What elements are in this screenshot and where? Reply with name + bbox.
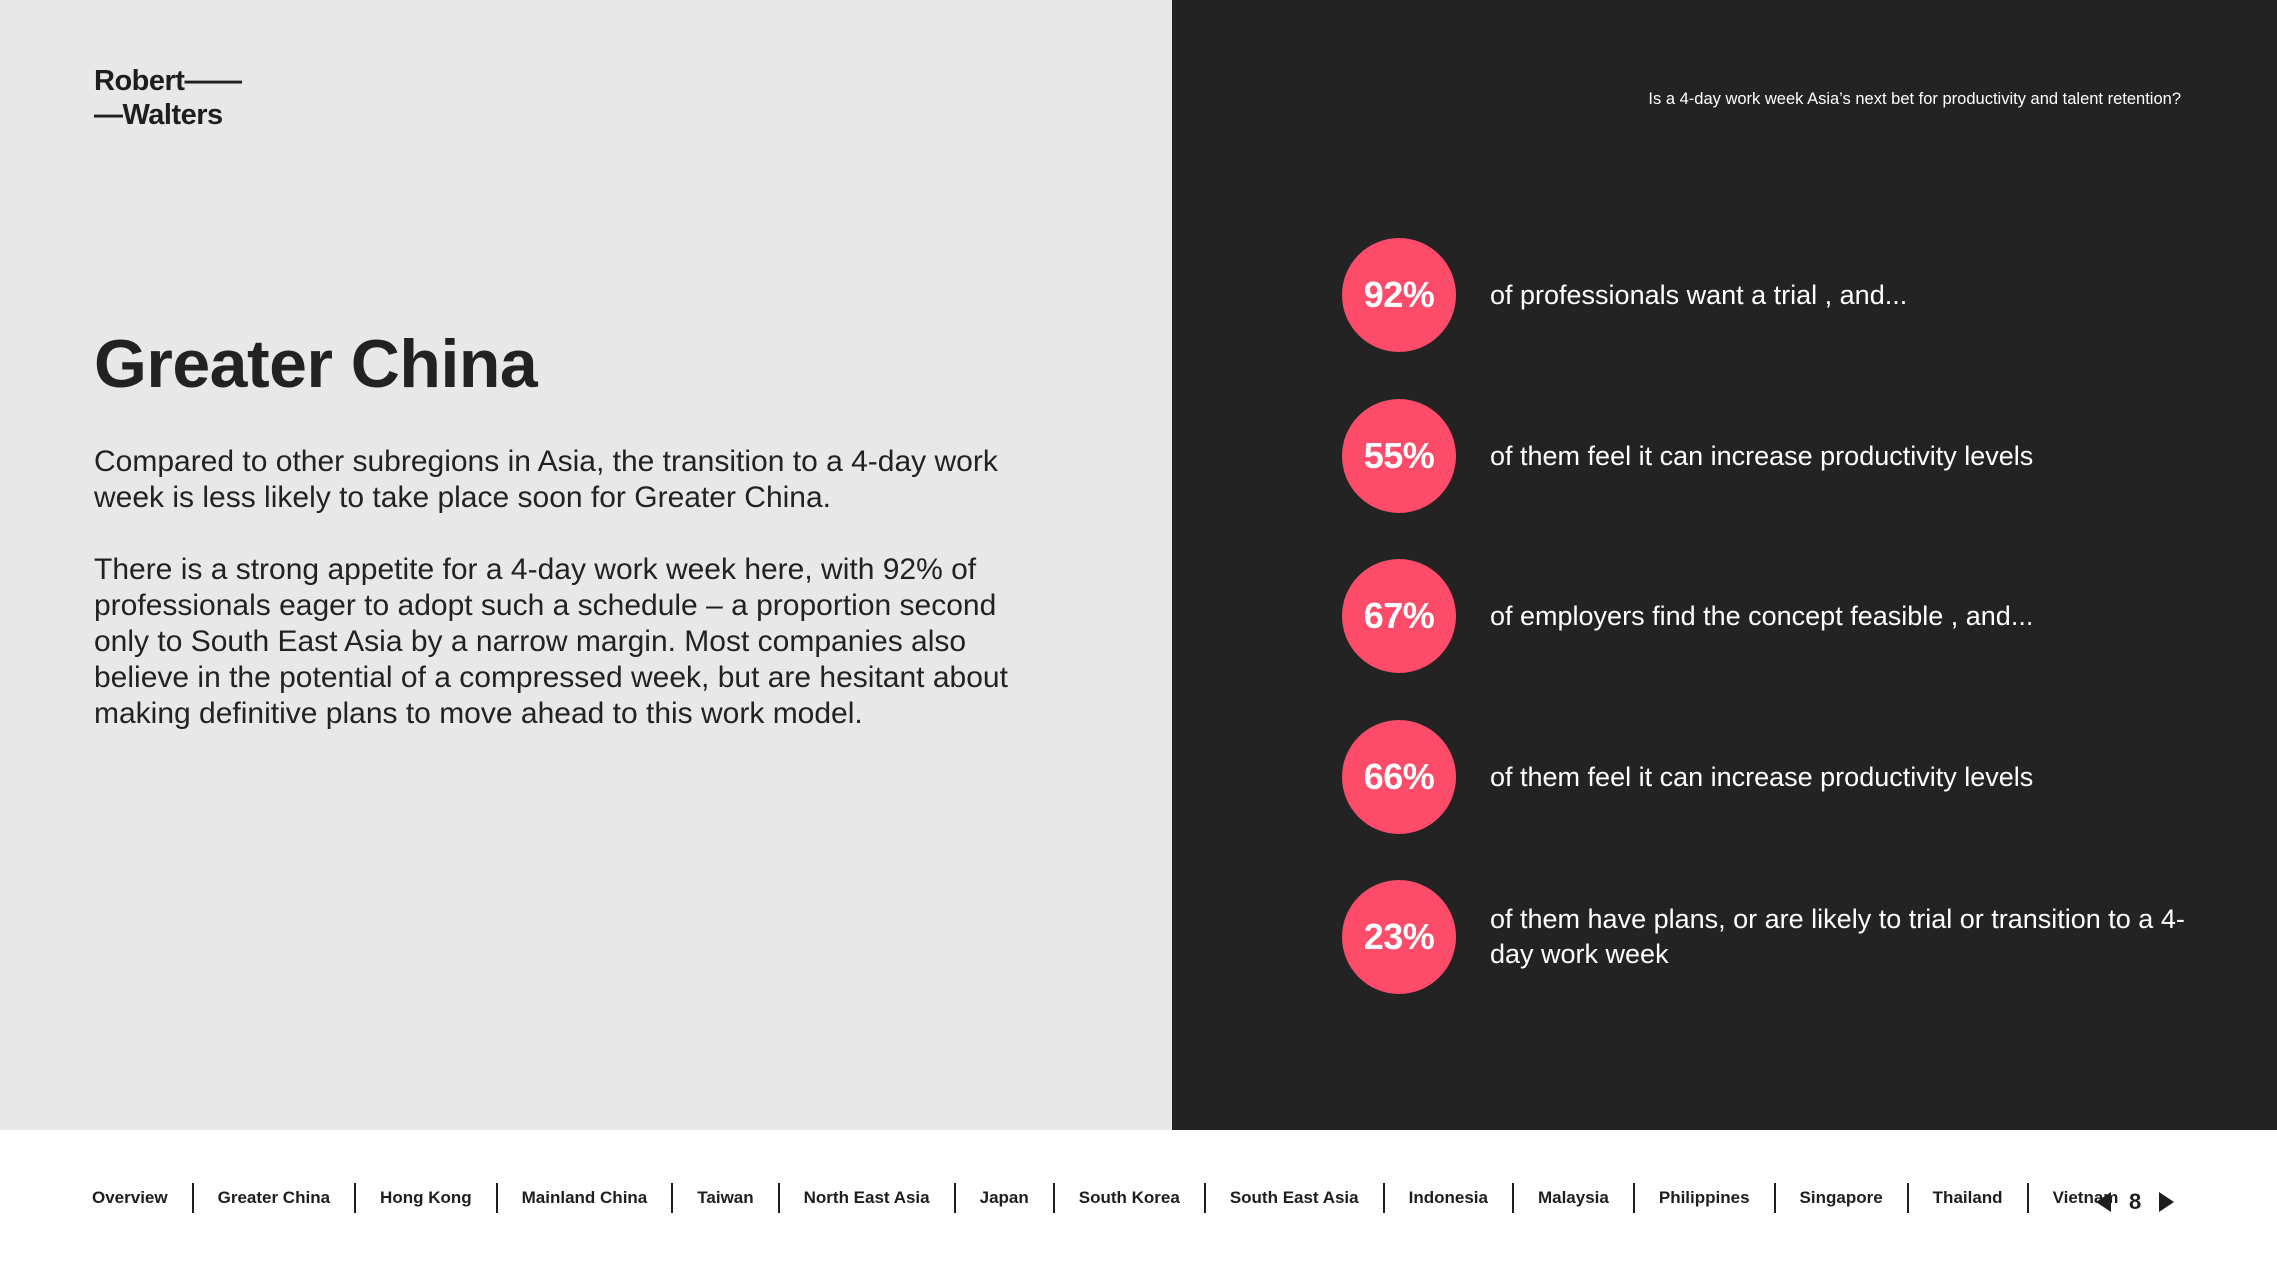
nav-south-east-asia[interactable]: South East Asia xyxy=(1229,1188,1359,1207)
stat-employers-plans xyxy=(1342,880,2202,994)
nav-malaysia[interactable]: Malaysia xyxy=(1537,1188,1609,1207)
intro-paragraph-2: There is a strong appetite for a 4-day work week here, with 92% of professionals eager to adopt such a schedule – a proportion second only to South East Asia by a narrow margin. Most companies also believe in the potential of a compressed week, but are hesitant about making definitive plans to move ahead to this work model. xyxy=(94,553,1008,730)
stat-value-badge: 67% xyxy=(1342,559,1456,673)
stat-value-badge: 66% xyxy=(1342,720,1456,834)
nav-singapore[interactable]: Singapore xyxy=(1799,1188,1883,1207)
nav-north-east-asia[interactable]: North East Asia xyxy=(803,1188,930,1207)
stat-value-badge: 55% xyxy=(1342,399,1456,513)
report-subtitle: Is a 4-day work week Asia’s next bet for productivity and talent retention? xyxy=(1648,90,2181,108)
stat-description: of employers find the concept feasible , and... xyxy=(1490,600,2034,631)
nav-mainland-china[interactable]: Mainland China xyxy=(521,1188,648,1207)
stat-description: of them have plans, or are likely to trial or transition to a 4-day work week xyxy=(1490,904,2185,969)
nav-vietnam[interactable]: Vietnam xyxy=(2052,1188,2119,1207)
stat-description: of them feel it can increase productivity levels xyxy=(1490,761,2034,792)
page-title: Greater China xyxy=(94,326,538,402)
stat-description: of professionals want a trial , and... xyxy=(1490,279,1908,310)
nav-south-korea[interactable]: South Korea xyxy=(1078,1188,1180,1207)
region-nav xyxy=(70,1182,2142,1214)
stat-professionals-productivity xyxy=(1342,399,2202,513)
nav-overview[interactable]: Overview xyxy=(92,1188,168,1207)
intro-paragraph-1: Compared to other subregions in Asia, the transition to a 4-day work week is less likely to take place soon for Greater China. xyxy=(94,445,998,514)
logo-line-1: Robert—— xyxy=(94,65,242,97)
stat-professionals-want-trial xyxy=(1342,238,2202,352)
left-panel xyxy=(0,0,1172,1130)
page-number: 8 xyxy=(2129,1189,2142,1214)
previous-page-icon[interactable] xyxy=(2096,1192,2111,1212)
nav-japan[interactable]: Japan xyxy=(979,1188,1029,1207)
robert-walters-logo[interactable] xyxy=(94,64,241,132)
intro-text xyxy=(94,444,1044,768)
nav-taiwan[interactable]: Taiwan xyxy=(697,1188,754,1207)
nav-philippines[interactable]: Philippines xyxy=(1658,1188,1750,1207)
next-page-icon[interactable] xyxy=(2159,1192,2174,1212)
stat-employers-feasible xyxy=(1342,559,2202,673)
stat-value-badge: 92% xyxy=(1342,238,1456,352)
stat-value-badge: 23% xyxy=(1342,880,1456,994)
nav-thailand[interactable]: Thailand xyxy=(1932,1188,2003,1207)
logo-line-2: —Walters xyxy=(94,99,223,131)
stat-description: of them feel it can increase productivity levels xyxy=(1490,440,2034,471)
stat-employers-productivity xyxy=(1342,720,2202,834)
nav-hong-kong[interactable]: Hong Kong xyxy=(380,1188,472,1207)
footer-navigation xyxy=(0,1130,2277,1280)
nav-indonesia[interactable]: Indonesia xyxy=(1408,1188,1488,1207)
nav-greater-china[interactable]: Greater China xyxy=(217,1188,331,1207)
page-pager xyxy=(2096,1186,2174,1218)
